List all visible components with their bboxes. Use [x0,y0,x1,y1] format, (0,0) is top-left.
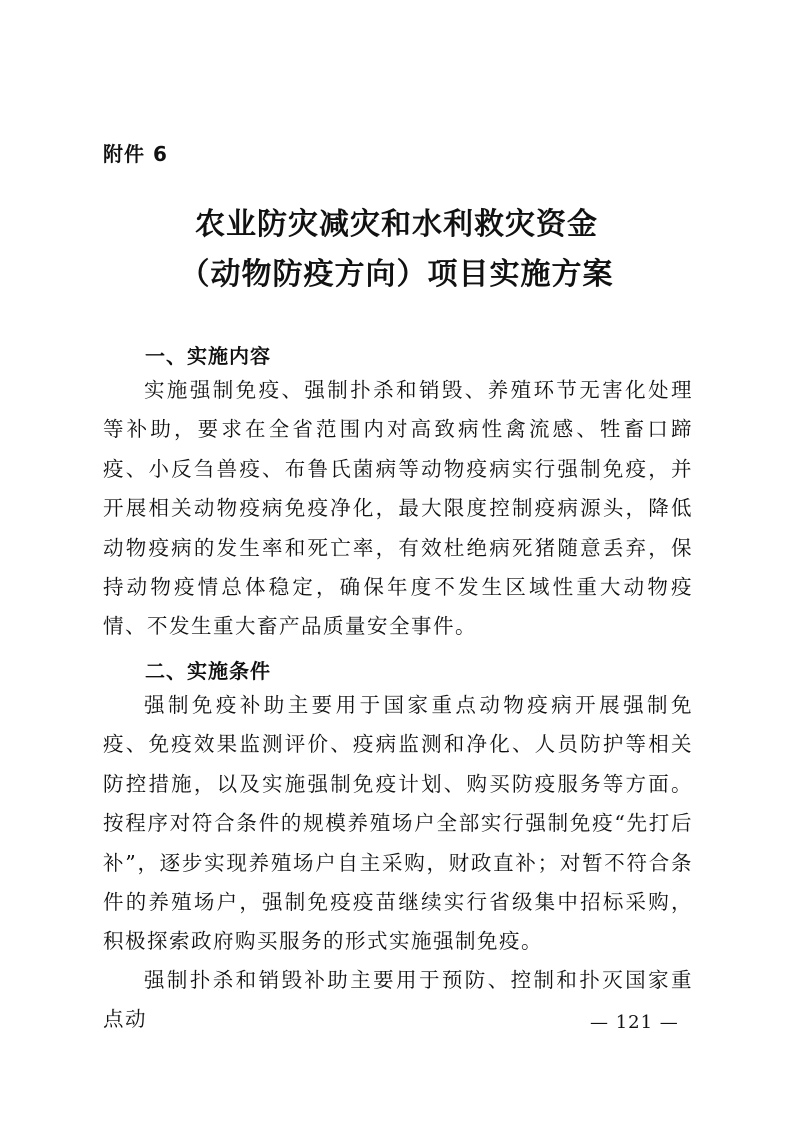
document-title-line-2: （动物防疫方向）项目实施方案 [179,257,614,292]
document-title-line-1: 农业防灾减灾和水利救灾资金 [195,207,598,242]
paragraph-implementation-content: 实施强制免疫、强制扑杀和销毁、养殖环节无害化处理等补助，要求在全省范围内对高致病性禽流感、牲畜口蹄疫、小反刍兽疫、布鲁氏菌病等动物疫病实行强制免疫，并开展相关动物疫病免疫净化，最大限度控制疫病源头，降低动物疫病的发生率和死亡率，有效杜绝病死猪随意丢弃，保持动物疫情总体稳定，确保年度不发生区域性重大动物疫情、不发生重大畜产品质量安全事件。 [103,378,693,639]
paragraph-compulsory-immunization: 强制免疫补助主要用于国家重点动物疫病开展强制免疫、免疫效果监测评价、疫病监测和净化、人员防护等相关防控措施，以及实施强制免疫计划、购买防疫服务等方面。按程序对符合条件的规模养殖场户全部实行强制免疫“先打后补”，逐步实现养殖场户自主采购，财政直补；对暂不符合条件的养殖场户，强制免疫疫苗继续实行省级集中招标采购，积极探索政府购买服务的形式实施强制免疫。 [103,693,693,954]
section-heading-implementation-content: 一、实施内容 [145,344,271,368]
page-number: — 121 — [590,1012,679,1033]
attachment-label: 附件 6 [103,142,168,166]
paragraph-culling-subsidy: 强制扑杀和销毁补助主要用于预防、控制和扑灭国家重点动 [103,968,693,1032]
section-heading-implementation-conditions: 二、实施条件 [145,659,271,683]
